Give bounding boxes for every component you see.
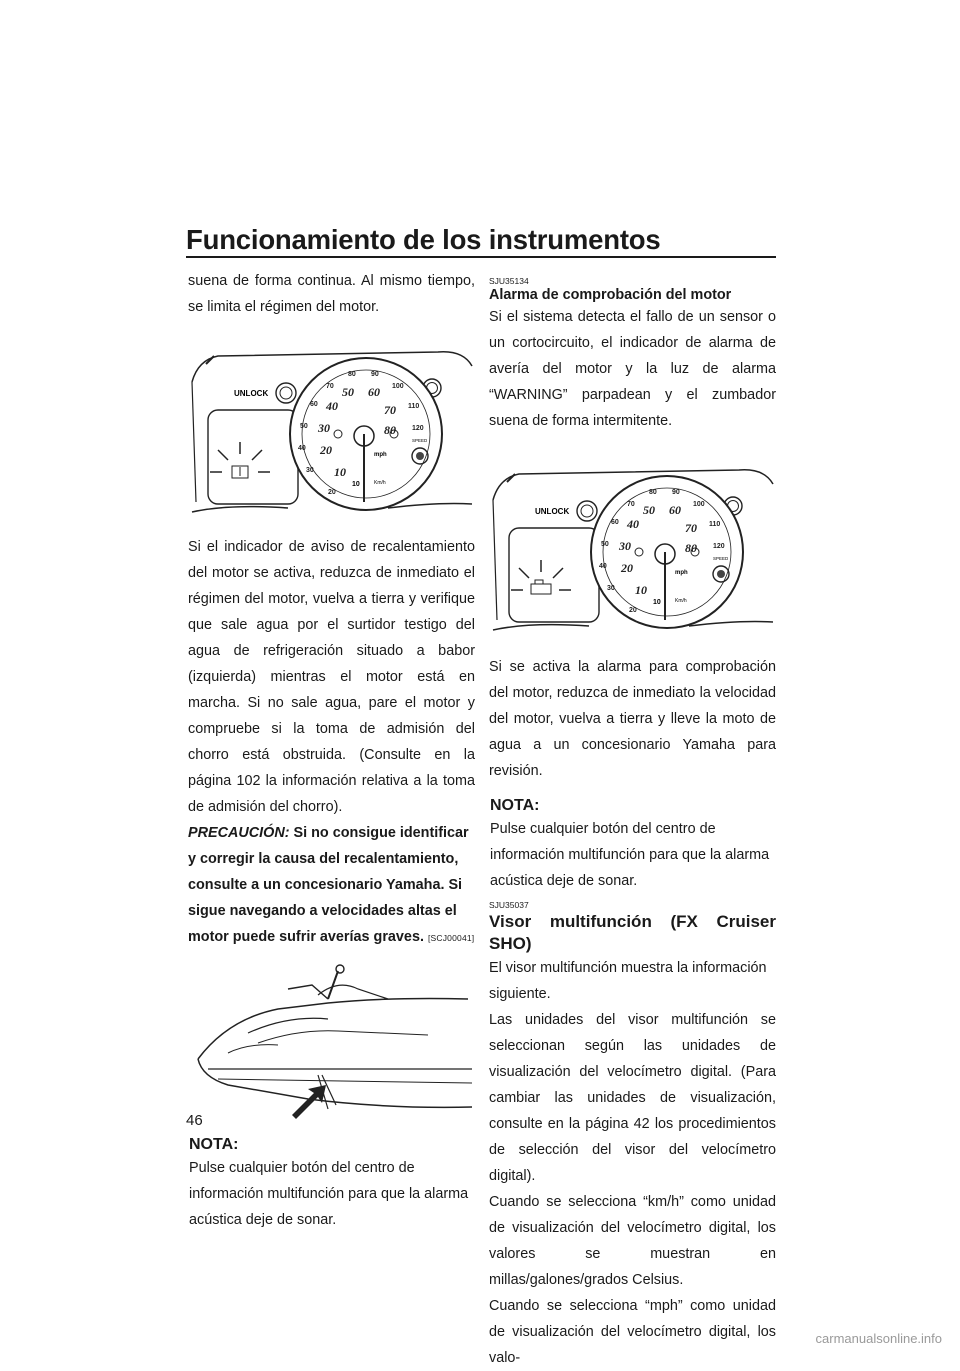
right-column — [489, 268, 776, 1371]
multifunction-units-paragraph: Las unidades del visor multifunción se seleccionan según las unidades de visualización del velocímetro digital. (Para cambiar las unidades de visualización, consulte en la página 42 los procedimientos de selección del visor del velocímetro digital). — [489, 1012, 776, 1184]
left-column — [188, 268, 475, 1233]
title-rule — [186, 256, 776, 258]
svg-text:10: 10 — [635, 583, 647, 597]
svg-text:30: 30 — [619, 539, 631, 553]
multifunction-mph-paragraph: Cuando se selecciona “mph” como unidad de visualización del velocímetro digital, los valo- — [489, 1298, 776, 1366]
svg-text:110: 110 — [408, 403, 420, 410]
overheat-paragraph: Si el indicador de aviso de recalentamiento del motor se activa, reduzca de inmediato el régimen del motor, vuelva a tierra y verifique que sale agua por el surtidor testigo del agua de refrigeración situado a babor (izquierda) mientras el motor está en marcha. Si no sale agua, pare el motor y compruebe si la toma de admisión del chorro está obstruida. (Consulte en la página 102 la información relativa a la toma de admisión del chorro). — [188, 539, 475, 815]
svg-text:80: 80 — [649, 489, 657, 496]
svg-text:70: 70 — [384, 403, 396, 417]
nota-text-right: Pulse cualquier botón del centro de información multifunción para que la alarma acústica deje de sonar. — [490, 821, 770, 889]
caution-code: [SCJ00041] — [427, 933, 475, 943]
section-code-2: SJU35037 — [489, 900, 529, 910]
svg-text:100: 100 — [693, 501, 705, 508]
svg-text:90: 90 — [371, 371, 379, 378]
svg-text:60: 60 — [368, 385, 380, 399]
nota-label-left: NOTA: — [189, 1136, 239, 1153]
unlock-label: UNLOCK — [234, 389, 269, 398]
svg-text:40: 40 — [298, 445, 306, 452]
svg-text:70: 70 — [685, 521, 697, 535]
arrow-icon — [292, 1085, 326, 1119]
nota-text-left: Pulse cualquier botón del centro de información multifunción para que la alarma acústica deje de sonar. — [189, 1160, 469, 1228]
svg-text:Km/h: Km/h — [374, 480, 386, 486]
speedometer-gauge — [591, 476, 743, 628]
unlock-label: UNLOCK — [535, 507, 570, 516]
svg-text:40: 40 — [326, 399, 338, 413]
svg-text:30: 30 — [306, 467, 314, 474]
svg-text:110: 110 — [709, 521, 721, 528]
svg-text:mph: mph — [675, 570, 688, 576]
svg-text:70: 70 — [326, 383, 334, 390]
svg-text:70: 70 — [627, 501, 635, 508]
speedometer-warning-figure — [489, 444, 776, 640]
speedometer-gauge — [290, 358, 442, 510]
svg-text:Km/h: Km/h — [675, 598, 687, 604]
multifunction-kmh-paragraph: Cuando se selecciona “km/h” como unidad de visualización del velocímetro digital, los valores se muestran en millas/galones/grados Celsius. — [489, 1194, 776, 1288]
svg-text:20: 20 — [629, 607, 637, 614]
svg-text:40: 40 — [599, 563, 607, 570]
svg-text:20: 20 — [621, 561, 633, 575]
svg-text:mph: mph — [374, 452, 387, 458]
svg-text:80: 80 — [384, 423, 396, 437]
overheat-warning-icon — [210, 442, 270, 478]
watermark: carmanualsonline.info — [815, 1331, 942, 1346]
svg-text:50: 50 — [601, 541, 609, 548]
svg-text:SPEED: SPEED — [412, 438, 428, 443]
page-number: 46 — [186, 1112, 203, 1129]
svg-text:40: 40 — [627, 517, 639, 531]
intro-paragraph: suena de forma continua. Al mismo tiempo, se limita el régimen del motor. — [188, 273, 475, 315]
section-heading-multifunction: Visor multifunción (FX Cruiser SHO) — [489, 912, 776, 953]
svg-text:20: 20 — [320, 443, 332, 457]
svg-text:80: 80 — [685, 541, 697, 555]
page-title: Funcionamiento de los instrumentos — [186, 224, 661, 255]
section-code: SJU35134 — [489, 276, 529, 286]
section-heading-engine-check: Alarma de comprobación del motor — [489, 287, 732, 303]
engine-warning-icon — [511, 560, 571, 594]
svg-text:120: 120 — [412, 425, 424, 432]
caution-label: PRECAUCIÓN: — [188, 825, 290, 841]
svg-text:20: 20 — [328, 489, 336, 496]
svg-text:30: 30 — [607, 585, 615, 592]
speedometer-overheat-figure — [188, 326, 475, 522]
svg-text:90: 90 — [672, 489, 680, 496]
engine-check-paragraph: Si el sistema detecta el fallo de un sensor o un cortocircuito, el indicador de alarma de avería del motor y la luz de alarma “WARNING” parpadean y el zumbador suena de forma intermitente. — [489, 309, 776, 429]
svg-text:50: 50 — [643, 503, 655, 517]
watercraft-figure — [188, 959, 475, 1129]
svg-text:120: 120 — [713, 543, 725, 550]
svg-text:10: 10 — [352, 481, 360, 488]
caution-block — [188, 820, 475, 951]
svg-text:30: 30 — [318, 421, 330, 435]
svg-text:50: 50 — [342, 385, 354, 399]
svg-text:80: 80 — [348, 371, 356, 378]
caution-text: Si no consigue identificar y corregir la causa del recalentamiento, consulte a un concesionario Yamaha. Si sigue navegando a velocidades altas el motor puede sufrir averías graves. — [188, 825, 469, 945]
svg-text:50: 50 — [300, 423, 308, 430]
svg-text:10: 10 — [653, 599, 661, 606]
engine-check-action-paragraph: Si se activa la alarma para comprobación del motor, reduzca de inmediato la velocidad del motor, vuelva a tierra y lleve la moto de agua a un concesionario Yamaha para revisión. — [489, 659, 776, 779]
multifunction-intro: El visor multifunción muestra la información siguiente. — [489, 960, 767, 1002]
svg-text:SPEED: SPEED — [713, 556, 729, 561]
nota-label-right: NOTA: — [490, 797, 540, 814]
svg-text:60: 60 — [669, 503, 681, 517]
svg-text:10: 10 — [334, 465, 346, 479]
svg-text:100: 100 — [392, 383, 404, 390]
svg-text:60: 60 — [611, 519, 619, 526]
svg-text:60: 60 — [310, 401, 318, 408]
